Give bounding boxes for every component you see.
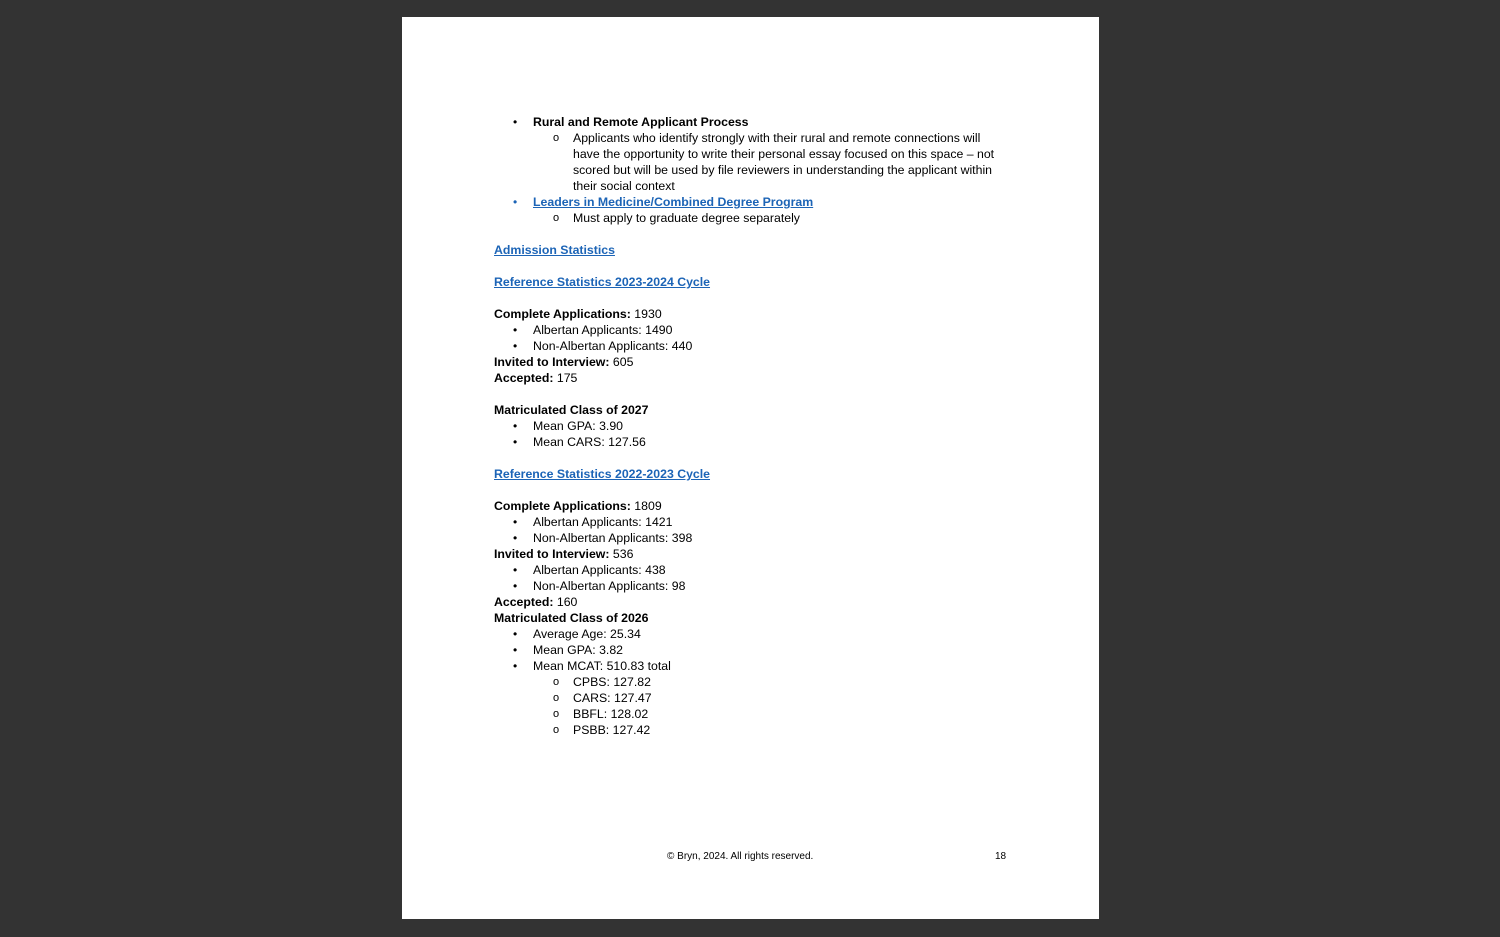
bullet-icon: • (513, 643, 518, 657)
document-page (402, 17, 1099, 919)
sub-bullet-icon: o (553, 212, 560, 224)
invited-label: Invited to Interview: (494, 355, 610, 369)
sub-bullet-icon: o (553, 724, 560, 736)
reference-statistics-2023-2024-link[interactable]: Reference Statistics 2023-2024 Cycle (494, 275, 711, 289)
bbfl-score: BBFL: 128.02 (573, 707, 649, 721)
accepted-label: Accepted: (494, 371, 554, 385)
admission-statistics-link[interactable]: Admission Statistics (494, 243, 615, 257)
sub-bullet-icon: o (553, 692, 560, 704)
bullet-icon: • (513, 515, 518, 529)
albertan-applicants-2024: Albertan Applicants: 1490 (533, 323, 673, 337)
invited-to-interview-2023 (494, 546, 633, 562)
rural-description-line: have the opportunity to write their personal essay focused on this space – not (573, 147, 995, 161)
complete-applications-2023 (494, 498, 662, 514)
accepted-value: 160 (556, 595, 578, 609)
mean-gpa-2027: Mean GPA: 3.90 (533, 419, 623, 433)
albertan-applicants-2023: Albertan Applicants: 1421 (533, 515, 673, 529)
mean-mcat-2026: Mean MCAT: 510.83 total (533, 659, 671, 673)
accepted-label: Accepted: (494, 595, 554, 609)
invited-albertan-applicants-2023: Albertan Applicants: 438 (533, 563, 666, 577)
invited-non-albertan-applicants-2023: Non-Albertan Applicants: 98 (533, 579, 686, 593)
bullet-icon: • (513, 339, 518, 353)
bullet-icon: • (513, 627, 518, 641)
rural-description-line: scored but will be used by file reviewers in understanding the applicant within (573, 163, 993, 177)
bullet-icon: • (513, 435, 518, 449)
bullet-icon: • (513, 659, 518, 673)
invited-value: 605 (612, 355, 634, 369)
mean-gpa-2026: Mean GPA: 3.82 (533, 643, 623, 657)
sub-bullet-icon: o (553, 708, 560, 720)
bullet-icon: • (513, 115, 518, 129)
bullet-icon: • (513, 323, 518, 337)
cpbs-score: CPBS: 127.82 (573, 675, 651, 689)
leaders-note: Must apply to graduate degree separately (573, 211, 800, 225)
bullet-icon: • (513, 419, 518, 433)
invited-value: 536 (612, 547, 634, 561)
bullet-icon: • (513, 579, 518, 593)
average-age-2026: Average Age: 25.34 (533, 627, 641, 641)
mean-cars-2027: Mean CARS: 127.56 (533, 435, 646, 449)
bullet-icon: • (513, 563, 518, 577)
non-albertan-applicants-2023: Non-Albertan Applicants: 398 (533, 531, 693, 545)
non-albertan-applicants-2024: Non-Albertan Applicants: 440 (533, 339, 693, 353)
accepted-value: 175 (556, 371, 578, 385)
complete-applications-value: 1930 (634, 307, 662, 321)
invited-label: Invited to Interview: (494, 547, 610, 561)
leaders-in-medicine-link[interactable]: Leaders in Medicine/Combined Degree Program (533, 195, 814, 209)
accepted-2023 (494, 594, 577, 610)
rural-remote-title: Rural and Remote Applicant Process (533, 115, 749, 129)
complete-applications-2024 (494, 306, 662, 322)
matriculated-class-2026-heading: Matriculated Class of 2026 (494, 611, 649, 625)
bullet-icon: • (513, 195, 518, 209)
invited-to-interview-2024 (494, 354, 633, 370)
rural-description-line: Applicants who identify strongly with their rural and remote connections will (573, 131, 981, 145)
matriculated-class-2027-heading: Matriculated Class of 2027 (494, 403, 649, 417)
cars-score: CARS: 127.47 (573, 691, 652, 705)
footer-copyright: © Bryn, 2024. All rights reserved. (667, 851, 814, 862)
reference-statistics-2022-2023-link[interactable]: Reference Statistics 2022-2023 Cycle (494, 467, 711, 481)
complete-applications-label: Complete Applications: (494, 499, 631, 513)
complete-applications-label: Complete Applications: (494, 307, 631, 321)
sub-bullet-icon: o (553, 676, 560, 688)
bullet-icon: • (513, 531, 518, 545)
sub-bullet-icon: o (553, 132, 560, 144)
complete-applications-value: 1809 (634, 499, 662, 513)
psbb-score: PSBB: 127.42 (573, 723, 651, 737)
accepted-2024 (494, 370, 577, 386)
rural-description-line: their social context (573, 179, 675, 193)
page-number: 18 (995, 851, 1007, 862)
